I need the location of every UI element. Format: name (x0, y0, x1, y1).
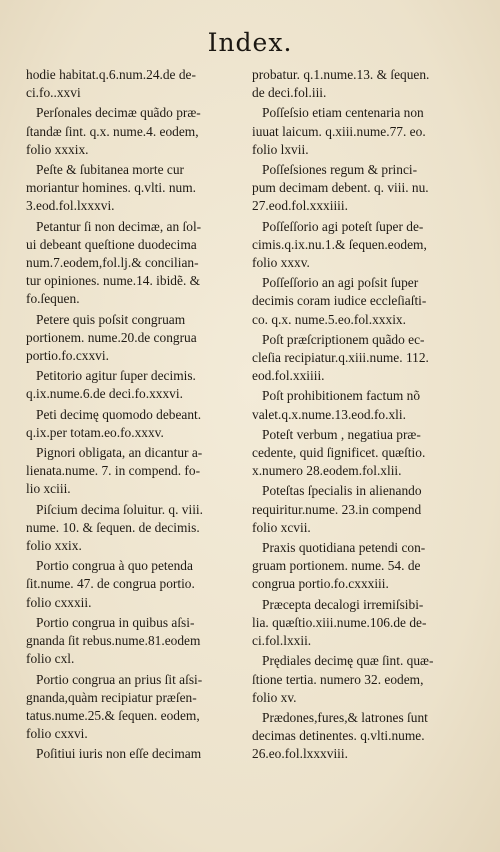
index-entry-line: moriantur homines. q.vlti. num. (26, 180, 196, 196)
index-entry-line: decimis coram iudice eccleſiaſti- (252, 293, 427, 309)
index-entry (252, 539, 468, 594)
index-entry-line: folio xxxix. (26, 141, 89, 157)
index-entry-line: pum decimam debent. q. viii. nu. (252, 180, 429, 196)
index-entry (26, 444, 238, 499)
index-entry (26, 161, 238, 216)
index-entry (252, 709, 468, 764)
index-entry-line: cimis.q.ix.nu.1.& ſequen.eodem, (252, 236, 427, 252)
index-entry-line: Peſte & ſubitanea morte cur (36, 162, 184, 178)
index-entry-line: folio cxxvi. (26, 726, 88, 742)
index-entry-line: Poteſtas ſpecialis in alienando (262, 483, 422, 499)
index-entry-line: 26.eo.fol.lxxxviii. (252, 746, 348, 762)
index-entry-line: fo.ſequen. (26, 291, 80, 307)
index-entry-line: Petere quis poſsit congruam (36, 311, 186, 327)
index-entry (252, 161, 468, 216)
index-entry (26, 311, 238, 366)
index-entry-line: folio xxxv. (252, 255, 310, 271)
index-entry (252, 274, 468, 329)
index-entry (252, 596, 468, 651)
index-entry-line: 27.eod.fol.xxxiiii. (252, 198, 348, 214)
index-entry-line: probatur. q.1.nume.13. & ſequen. (252, 67, 430, 82)
index-entry-line: folio xv. (252, 689, 297, 705)
index-entry-line: Petantur ſi non decimæ, an ſol- (36, 218, 202, 234)
index-entry (26, 501, 238, 556)
index-entry-line: congrua portio.fo.cxxxiii. (252, 576, 389, 592)
index-entry-line: lienata.nume. 7. in compend. fo- (26, 463, 201, 479)
index-entry-line: gruam portionem. nume. 54. de (252, 558, 421, 574)
left-column (26, 66, 238, 766)
index-entry-line: Poſitiui iuris non eſſe decimam (36, 746, 202, 762)
index-entry-line: valet.q.x.nume.13.eod.fo.xli. (252, 406, 406, 422)
index-entry-line: ui debeant queſtione duodecima (26, 236, 197, 252)
index-entry-line: cleſia recipiatur.q.xiii.nume. 112. (252, 350, 429, 366)
index-entry (26, 218, 238, 309)
index-entry-line: Perſonales decimæ quãdo præ- (36, 105, 201, 121)
index-entry-line: Poſſeſſorio agi poteſt ſuper de- (262, 218, 424, 234)
index-entry-line: Portio congrua à quo petenda (36, 558, 193, 574)
index-entry-line: tatus.nume.25.& ſequen. eodem, (26, 707, 200, 723)
index-entry (252, 218, 468, 273)
index-entry-line: portio.fo.cxxvi. (26, 348, 109, 364)
index-entry-line: iuuat laicum. q.xiii.nume.77. eo. (252, 123, 426, 139)
index-entry-line: requiritur.nume. 23.in compend (252, 501, 422, 517)
index-entry-line: 3.eod.fol.lxxxvi. (26, 198, 115, 214)
index-entry-line: Pignori obligata, an dicantur a- (36, 445, 203, 461)
index-entry-line: Præcepta decalogi irremiſsibi- (262, 596, 424, 612)
index-entry-line: Petitorio agitur ſuper decimis. (36, 368, 196, 384)
index-entry-line: lio xciii. (26, 481, 71, 497)
index-entry-line: co. q.x. nume.5.eo.fol.xxxix. (252, 311, 406, 327)
index-entry-line: tur opiniones. nume.14. ibidẽ. & (26, 273, 201, 289)
index-entry-line: ſtione tertia. numero 32. eodem, (252, 671, 424, 687)
index-entry-line: Poſt prohibitionem factum nõ (262, 388, 421, 404)
index-entry-line: folio xxix. (26, 538, 82, 554)
index-entry (26, 66, 238, 102)
index-entry-line: gnanda ſit rebus.nume.81.eodem (26, 633, 201, 649)
right-column (252, 66, 468, 766)
index-entry-line: lia. quæſtio.xiii.nume.106.de de- (252, 614, 427, 630)
index-entry (26, 406, 238, 442)
index-entry-line: cedente, quid ſignificet. quæſtio. (252, 445, 426, 461)
index-entry-line: Praxis quotidiana petendi con- (262, 540, 426, 556)
index-entry-line: q.ix.nume.6.de deci.fo.xxxvi. (26, 386, 183, 402)
index-entry (26, 671, 238, 744)
index-entry-line: Poſſeſsio etiam centenaria non (262, 105, 424, 121)
index-entry (252, 426, 468, 481)
index-entry-line: Peti decimę quomodo debeant. (36, 406, 202, 422)
index-entry-line: decimas detinentes. q.vlti.nume. (252, 728, 425, 744)
index-entry-line: Portio congrua in quibus aſsi- (36, 614, 195, 630)
index-entry-line: Poſſeſsiones regum & princi- (262, 162, 418, 178)
index-entry-line: Piſcium decima ſoluitur. q. viii. (36, 501, 203, 517)
index-entry-line: q.ix.per totam.eo.fo.xxxv. (26, 424, 164, 440)
index-entry (252, 66, 468, 102)
index-entry-line: ſit.nume. 47. de congrua portio. (26, 576, 195, 592)
index-entry-line: gnanda,quàm recipiatur præſen- (26, 689, 197, 705)
index-entry-line: folio lxvii. (252, 141, 309, 157)
index-entry-line: Poſt præſcriptionem quãdo ec- (262, 331, 425, 347)
index-entry-line: folio xcvii. (252, 519, 311, 535)
index-entry-line: Portio congrua an prius ſit aſsi- (36, 671, 203, 687)
index-entry-line: Poteſt verbum , negatiua præ- (262, 426, 421, 442)
index-entry-line: x.numero 28.eodem.fol.xlii. (252, 463, 402, 479)
index-entry (26, 745, 238, 763)
index-entry-line: portionem. nume.20.de congrua (26, 329, 197, 345)
index-entry-line: Prędiales decimę quæ ſint. quæ- (262, 653, 434, 669)
index-entry (26, 104, 238, 159)
index-entry (252, 387, 468, 423)
index-entry-line: eod.fol.xxiiii. (252, 368, 325, 384)
index-entry (26, 614, 238, 669)
index-entry-line: de deci.fol.iii. (252, 85, 327, 101)
index-entry-line: Poſſeſſorio an agi poſsit ſuper (262, 275, 419, 291)
index-entry-line: nume. 10. & ſequen. de decimis. (26, 519, 200, 535)
index-entry-line: folio cxl. (26, 651, 75, 667)
index-entry-line: Prædones,fures,& latrones ſunt (262, 709, 428, 725)
index-entry (26, 367, 238, 403)
index-entry (252, 482, 468, 537)
index-entry-line: ci.fo..xxvi (26, 85, 81, 101)
index-entry-line: ci.fol.lxxii. (252, 633, 312, 649)
index-entry (252, 104, 468, 159)
index-entry-line: num.7.eodem,fol.lj.& concilian- (26, 255, 199, 271)
page-header-title: Index. (207, 28, 293, 57)
index-entry-line: hodie habitat.q.6.num.24.de de- (26, 67, 196, 82)
index-entry (252, 331, 468, 386)
index-entry-line: folio cxxxii. (26, 594, 92, 610)
index-entry (26, 557, 238, 612)
index-entry (252, 652, 468, 707)
index-entry-line: ſtandæ ſint. q.x. nume.4. eodem, (26, 123, 199, 139)
